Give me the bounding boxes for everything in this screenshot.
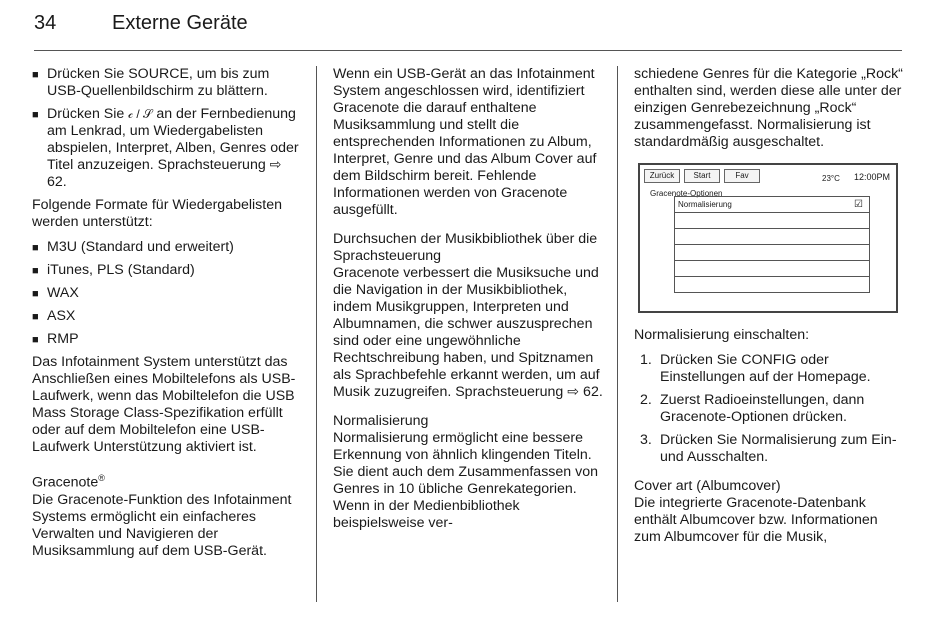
column-1 <box>32 66 304 568</box>
step-number: 1. <box>640 352 652 368</box>
bullet-source: ■ Drücken Sie SOURCE, um bis zum USB-Quellenbildschirm zu blättern. <box>32 66 304 100</box>
gracenote-usb-paragraph: Wenn ein USB-Gerät an das Infotainment System angeschlossen wird, identifiziert Gracenote die darauf enthaltene Musiksammlung und stellt die entsprechenden Informationen zu Album, Interpret, Genre und das Album Cover auf dem Bildschirm bereit. Fehlende Informationen werden von Gracenote ausgefüllt. <box>333 66 597 218</box>
step-text: Drücken Sie Normalisierung zum Ein- und Ausschalten. <box>660 432 897 465</box>
step-number: 3. <box>640 432 652 448</box>
normalization-heading: Normalisierung <box>333 413 429 429</box>
screen-topbar <box>644 169 892 183</box>
option-label: Normalisierung <box>678 200 732 209</box>
search-heading: Durchsuchen der Musikbibliothek über die Sprachsteuerung <box>333 231 598 264</box>
column-divider-1 <box>316 66 317 602</box>
step-item <box>634 352 904 386</box>
option-row[interactable] <box>674 212 870 228</box>
gracenote-heading <box>32 470 304 492</box>
cover-heading: Cover art (Albumcover) <box>634 478 781 494</box>
column-divider-2 <box>617 66 618 602</box>
format-item: ■ WAX <box>32 285 304 302</box>
step-text: Drücken Sie CONFIG oder Einstellungen auf der Homepage. <box>660 352 871 385</box>
column-3 <box>634 66 904 554</box>
start-button[interactable]: Start <box>684 169 720 183</box>
step-item <box>634 392 904 426</box>
formats-intro: Folgende Formate für Wiedergabelisten werden unterstützt: <box>32 197 282 230</box>
format-item: ■ M3U (Standard und erweitert) <box>32 239 304 256</box>
formats-list <box>32 239 304 348</box>
format-item: ■ iTunes, PLS (Standard) <box>32 262 304 279</box>
bullet-remote <box>32 106 304 191</box>
search-paragraph: Gracenote verbessert die Musiksuche und die Navigation in der Musikbibliothek, indem Musikgruppen, Interpreten und Albumnamen, die schwer auszusprechen sind oder eine ungewöhnliche Rechtschreibung haben, und Spitznamen als Sprachbefehle erkannt werden, um auf Musik zuzugreifen. Sprachsteuerung ⇨ 62. <box>333 265 603 400</box>
step-number: 2. <box>640 392 652 408</box>
back-button[interactable]: Zurück <box>644 169 680 183</box>
cover-paragraph: Die integrierte Gracenote-Datenbank enthält Albumcover bzw. Informationen zum Albumcover für die Musik, <box>634 495 878 545</box>
mobile-paragraph: Das Infotainment System unterstützt das Anschließen eines Mobiltelefons als USB-Laufwerk, wenn das Mobiltelefon die USB Mass Storage Class-Spezifikation erfüllt oder auf dem Mobiltelefon eine USB-Laufwerk Unterstützung aktiviert ist. <box>32 354 296 455</box>
page-number: 34 <box>34 12 57 34</box>
gracenote-heading-text: Gracenote <box>32 474 99 491</box>
option-row[interactable] <box>674 244 870 260</box>
step-text: Zuerst Radioeinstellungen, dann Gracenote-Optionen drücken. <box>660 392 865 425</box>
registered-mark: ® <box>98 473 105 483</box>
enable-intro: Normalisierung einschalten: <box>634 327 810 343</box>
format-item: ■ RMP <box>32 331 304 348</box>
header-rule <box>34 50 902 51</box>
option-row[interactable] <box>674 260 870 276</box>
page-header <box>34 8 902 44</box>
normalization-paragraph: Normalisierung ermöglicht eine bessere Erkennung von ähnlich klingenden Titeln. Sie dient auch dem Zusammenfassen von Genres in 10 übliche Genrekategorien. Wenn in der Medienbibliothek beispielsweise ver- <box>333 430 598 531</box>
checkbox-checked-icon[interactable]: ☑ <box>854 199 863 210</box>
steps-list <box>634 352 904 466</box>
screen-title: Gracenote-Optionen <box>650 189 723 198</box>
column-2 <box>333 66 605 540</box>
option-row[interactable] <box>674 228 870 244</box>
phone-voice-icon: 𝒸 / 𝒮 <box>128 107 153 121</box>
gracenote-paragraph: Die Gracenote-Funktion des Infotainment Systems ermöglicht ein einfacheres Verwalten und Navigieren der Musiksammlung auf dem USB-Gerät. <box>32 491 292 559</box>
bullet-remote-pre: Drücken Sie <box>47 106 125 122</box>
gracenote-options-screen <box>638 163 898 313</box>
clock: 12:00PM <box>854 172 891 182</box>
page-title: Externe Geräte <box>112 12 248 34</box>
option-row[interactable] <box>674 276 870 293</box>
step-item <box>634 432 904 466</box>
options-list <box>674 196 870 293</box>
bullet-remote-post: an der Fernbedienung am Lenkrad, um Wiedergabelisten abspielen, Interpret, Alben, Genres oder Titel anzuzeigen. Sprachsteuerung ⇨ 62. <box>47 106 299 190</box>
temperature: 23°C <box>822 174 840 183</box>
genre-paragraph: schiedene Genres für die Kategorie „Rock“ enthalten sind, werden diese alle unter der einzigen Genrebezeichnung „Rock“ zusammengefasst. Normalisierung ist standardmäßig ausgeschaltet. <box>634 66 903 150</box>
source-bullets <box>32 66 304 191</box>
format-item: ■ ASX <box>32 308 304 325</box>
option-row-normalisierung[interactable] <box>674 196 870 212</box>
fav-button[interactable]: Fav <box>724 169 760 183</box>
